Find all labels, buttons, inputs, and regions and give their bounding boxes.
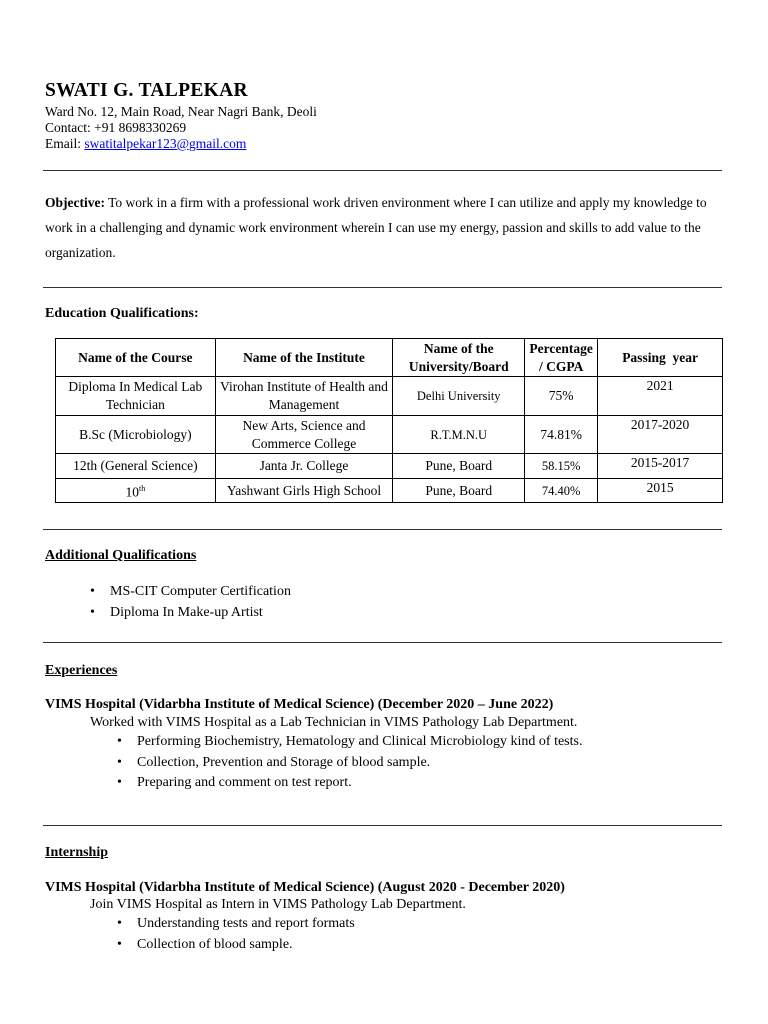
- cell-institute: Yashwant Girls High School: [215, 479, 393, 503]
- experiences-heading: Experiences: [45, 663, 118, 678]
- divider: [43, 825, 722, 826]
- cell-course: B.Sc (Microbiology): [56, 416, 216, 454]
- cell-board: Pune, Board: [393, 479, 525, 503]
- divider: [43, 529, 722, 530]
- cell-year: 2017-2020: [598, 416, 723, 454]
- list-item: • Preparing and comment on test report.: [117, 773, 582, 794]
- cell-year: 2021: [598, 377, 723, 416]
- email-line: [45, 136, 246, 152]
- cell-board: Delhi University: [393, 377, 525, 416]
- objective-label: Objective:: [45, 195, 105, 210]
- email-label: Email:: [45, 136, 85, 151]
- experience-list: [117, 732, 582, 794]
- column-header-university: Name of the University/Board: [393, 339, 525, 377]
- cell-course: 12th (General Science): [56, 454, 216, 479]
- cell-course: [56, 479, 216, 503]
- internship-heading: Internship: [45, 845, 109, 860]
- table-header-row: [56, 339, 723, 377]
- cell-percentage: 75%: [525, 377, 598, 416]
- column-header-passing-year: Passing year: [598, 339, 723, 377]
- course-superscript: th: [138, 483, 146, 493]
- cell-board: R.T.M.N.U: [393, 416, 525, 454]
- objective-text: To work in a firm with a professional work driven environment where I can utilize and apply my knowledge to work in a challenging and dynamic work environment wherein I can use my energy, passion and skills to add value to the organization.: [45, 195, 707, 260]
- divider: [43, 287, 722, 288]
- email-link[interactable]: swatitalpekar123@gmail.com: [84, 136, 247, 151]
- experience-title: VIMS Hospital (Vidarbha Institute of Medical Science) (December 2020 – June 2022): [45, 697, 554, 712]
- internship-title: VIMS Hospital (Vidarbha Institute of Medical Science) (August 2020 - December 2020): [45, 880, 565, 895]
- contact-line: Contact: +91 8698330269: [45, 120, 187, 135]
- cell-board: Pune, Board: [393, 454, 525, 479]
- additional-heading: Additional Qualifications: [45, 548, 197, 563]
- divider: [43, 642, 722, 643]
- experience-summary: Worked with VIMS Hospital as a Lab Technician in VIMS Pathology Lab Department.: [90, 715, 578, 730]
- additional-list: [90, 582, 291, 623]
- cell-percentage: 74.40%: [525, 479, 598, 503]
- list-item: • MS-CIT Computer Certification: [90, 582, 291, 603]
- cell-institute: Virohan Institute of Health and Management: [215, 377, 393, 416]
- list-item: • Collection of blood sample.: [117, 935, 355, 956]
- education-table: [55, 338, 723, 503]
- table-row: [56, 377, 723, 416]
- table-row: [56, 479, 723, 503]
- list-item: • Performing Biochemistry, Hematology and Clinical Microbiology kind of tests.: [117, 732, 582, 753]
- cell-institute: Janta Jr. College: [215, 454, 393, 479]
- column-header-percentage: Percentage / CGPA: [525, 339, 598, 377]
- address-line: Ward No. 12, Main Road, Near Nagri Bank, Deoli: [45, 104, 317, 119]
- cell-course: Diploma In Medical Lab Technician: [56, 377, 216, 416]
- internship-list: [117, 914, 355, 955]
- column-header-course: Name of the Course: [56, 339, 216, 377]
- candidate-name: SWATI G. TALPEKAR: [45, 80, 248, 101]
- table-row: [56, 454, 723, 479]
- list-item: • Understanding tests and report formats: [117, 914, 355, 935]
- course-text: 10: [125, 484, 139, 500]
- cell-year: 2015-2017: [598, 454, 723, 479]
- list-item: • Collection, Prevention and Storage of blood sample.: [117, 753, 582, 774]
- column-header-institute: Name of the Institute: [215, 339, 393, 377]
- education-heading: Education Qualifications:: [45, 306, 199, 321]
- cell-year: 2015: [598, 479, 723, 503]
- cell-percentage: 74.81%: [525, 416, 598, 454]
- cell-percentage: 58.15%: [525, 454, 598, 479]
- table-row: [56, 416, 723, 454]
- divider: [43, 170, 722, 171]
- list-item: • Diploma In Make-up Artist: [90, 603, 291, 624]
- internship-summary: Join VIMS Hospital as Intern in VIMS Pathology Lab Department.: [90, 897, 466, 912]
- objective-section: [45, 190, 723, 265]
- cell-institute: New Arts, Science and Commerce College: [215, 416, 393, 454]
